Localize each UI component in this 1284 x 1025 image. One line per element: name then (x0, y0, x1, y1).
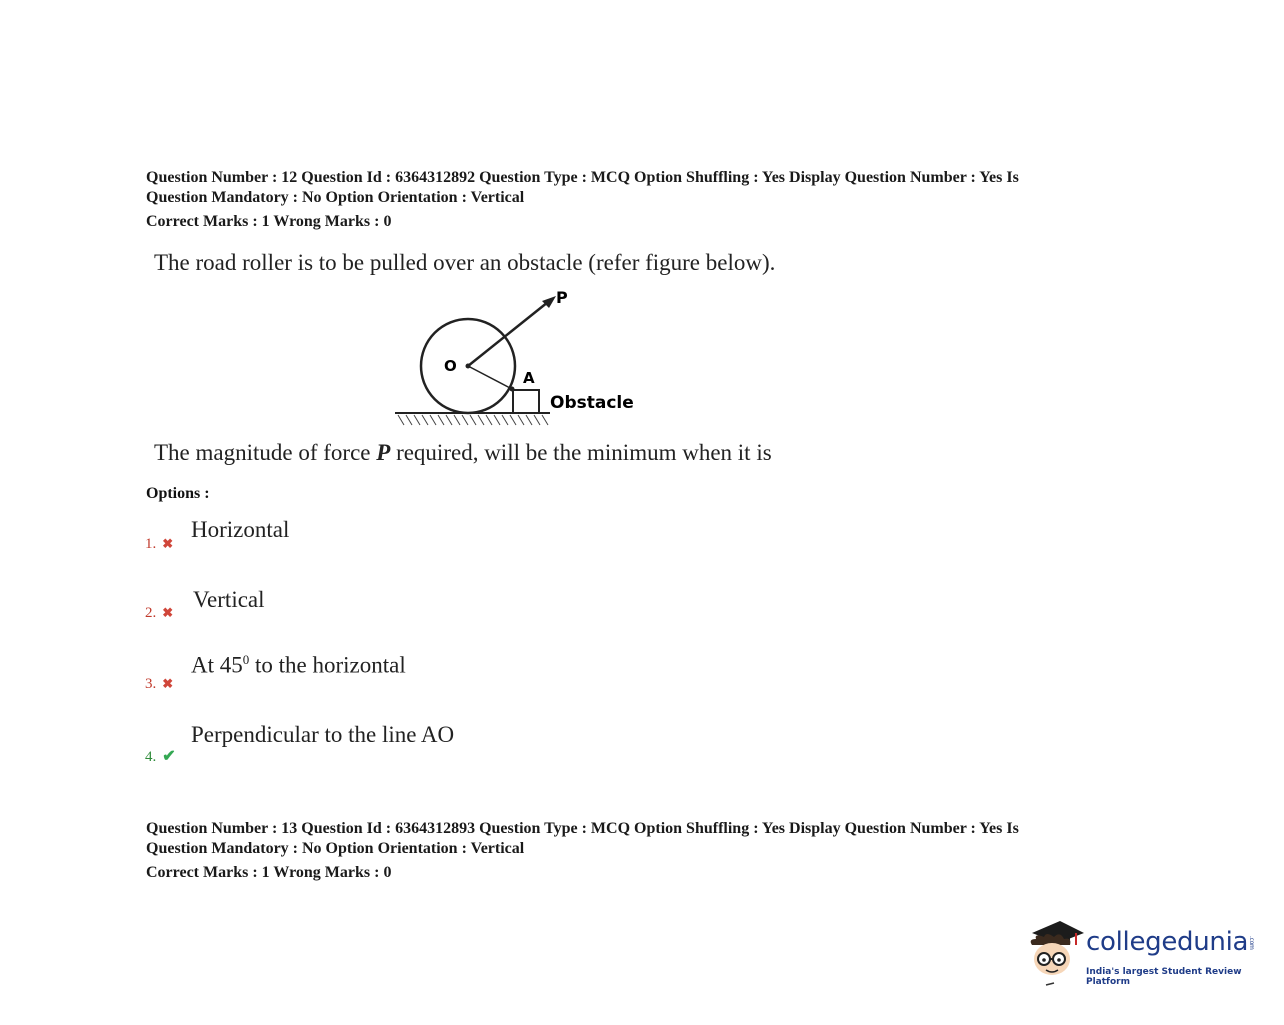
option-2-text[interactable]: Vertical (193, 587, 265, 612)
option-number: 4. (145, 749, 157, 765)
q12-meta-line2: Question Mandatory : No Option Orientation : Vertical (146, 189, 525, 206)
point-a-dot (510, 387, 515, 392)
option-1-number (145, 536, 173, 553)
logo-wordmark (1086, 927, 1255, 957)
obstacle-block (513, 390, 539, 413)
logo-tagline: India's largest Student Review Platform (1086, 967, 1242, 987)
option-number: 3. (145, 676, 157, 692)
force-arrow-shaft (468, 302, 548, 366)
q12-marks: Correct Marks : 1 Wrong Marks : 0 (146, 213, 392, 230)
cross-icon: ✖ (162, 605, 174, 620)
option-3-text[interactable] (191, 652, 406, 679)
option-4-text[interactable]: Perpendicular to the line AO (191, 722, 455, 747)
q13-meta-line2: Question Mandatory : No Option Orientation : Vertical (146, 840, 525, 857)
q12-prompt-var: P (376, 440, 391, 465)
road-roller-figure (390, 282, 660, 437)
q12-prompt-after: required, will be the minimum when it is (390, 440, 772, 465)
logo-word: collegedunia (1086, 927, 1249, 957)
option-2-number (145, 605, 173, 622)
q12-meta-line1: Question Number : 12 Question Id : 6364312892 Question Type : MCQ Option Shuffling : Yes Display Question Number : Yes Is (146, 169, 1019, 186)
q13-meta-line1: Question Number : 13 Question Id : 6364312893 Question Type : MCQ Option Shuffling : Yes Display Question Number : Yes Is (146, 820, 1019, 837)
option-4-number (145, 746, 176, 766)
ground-hatch (398, 415, 548, 425)
check-icon: ✔ (162, 748, 176, 765)
center-dot (466, 364, 471, 369)
collegedunia-logo[interactable] (1024, 915, 1264, 990)
option-3-text-after: to the horizontal (249, 652, 406, 678)
option-3-text-before: At 45 (191, 652, 243, 678)
option-3-number (145, 676, 173, 693)
label-center: O (444, 357, 457, 375)
logo-suffix: .com (1248, 935, 1256, 950)
cross-icon: ✖ (162, 676, 174, 691)
option-number: 2. (145, 605, 157, 621)
option-number: 1. (145, 536, 157, 552)
q12-stem: The road roller is to be pulled over an obstacle (refer figure below). (154, 250, 776, 275)
option-3-superscript: 0 (242, 652, 250, 667)
q12-prompt-before: The magnitude of force (154, 440, 377, 465)
options-label: Options : (146, 485, 210, 502)
cross-icon: ✖ (162, 536, 174, 551)
q12-prompt (154, 440, 772, 466)
q13-meta (146, 819, 1106, 883)
label-obstacle: Obstacle (550, 393, 634, 413)
label-point: A (523, 369, 535, 387)
label-force: P (556, 288, 568, 307)
mascot-icon (1024, 915, 1086, 990)
q13-marks: Correct Marks : 1 Wrong Marks : 0 (146, 864, 392, 881)
option-1-text[interactable]: Horizontal (191, 517, 290, 542)
line-oa (468, 366, 512, 389)
q12-meta (146, 168, 1106, 232)
